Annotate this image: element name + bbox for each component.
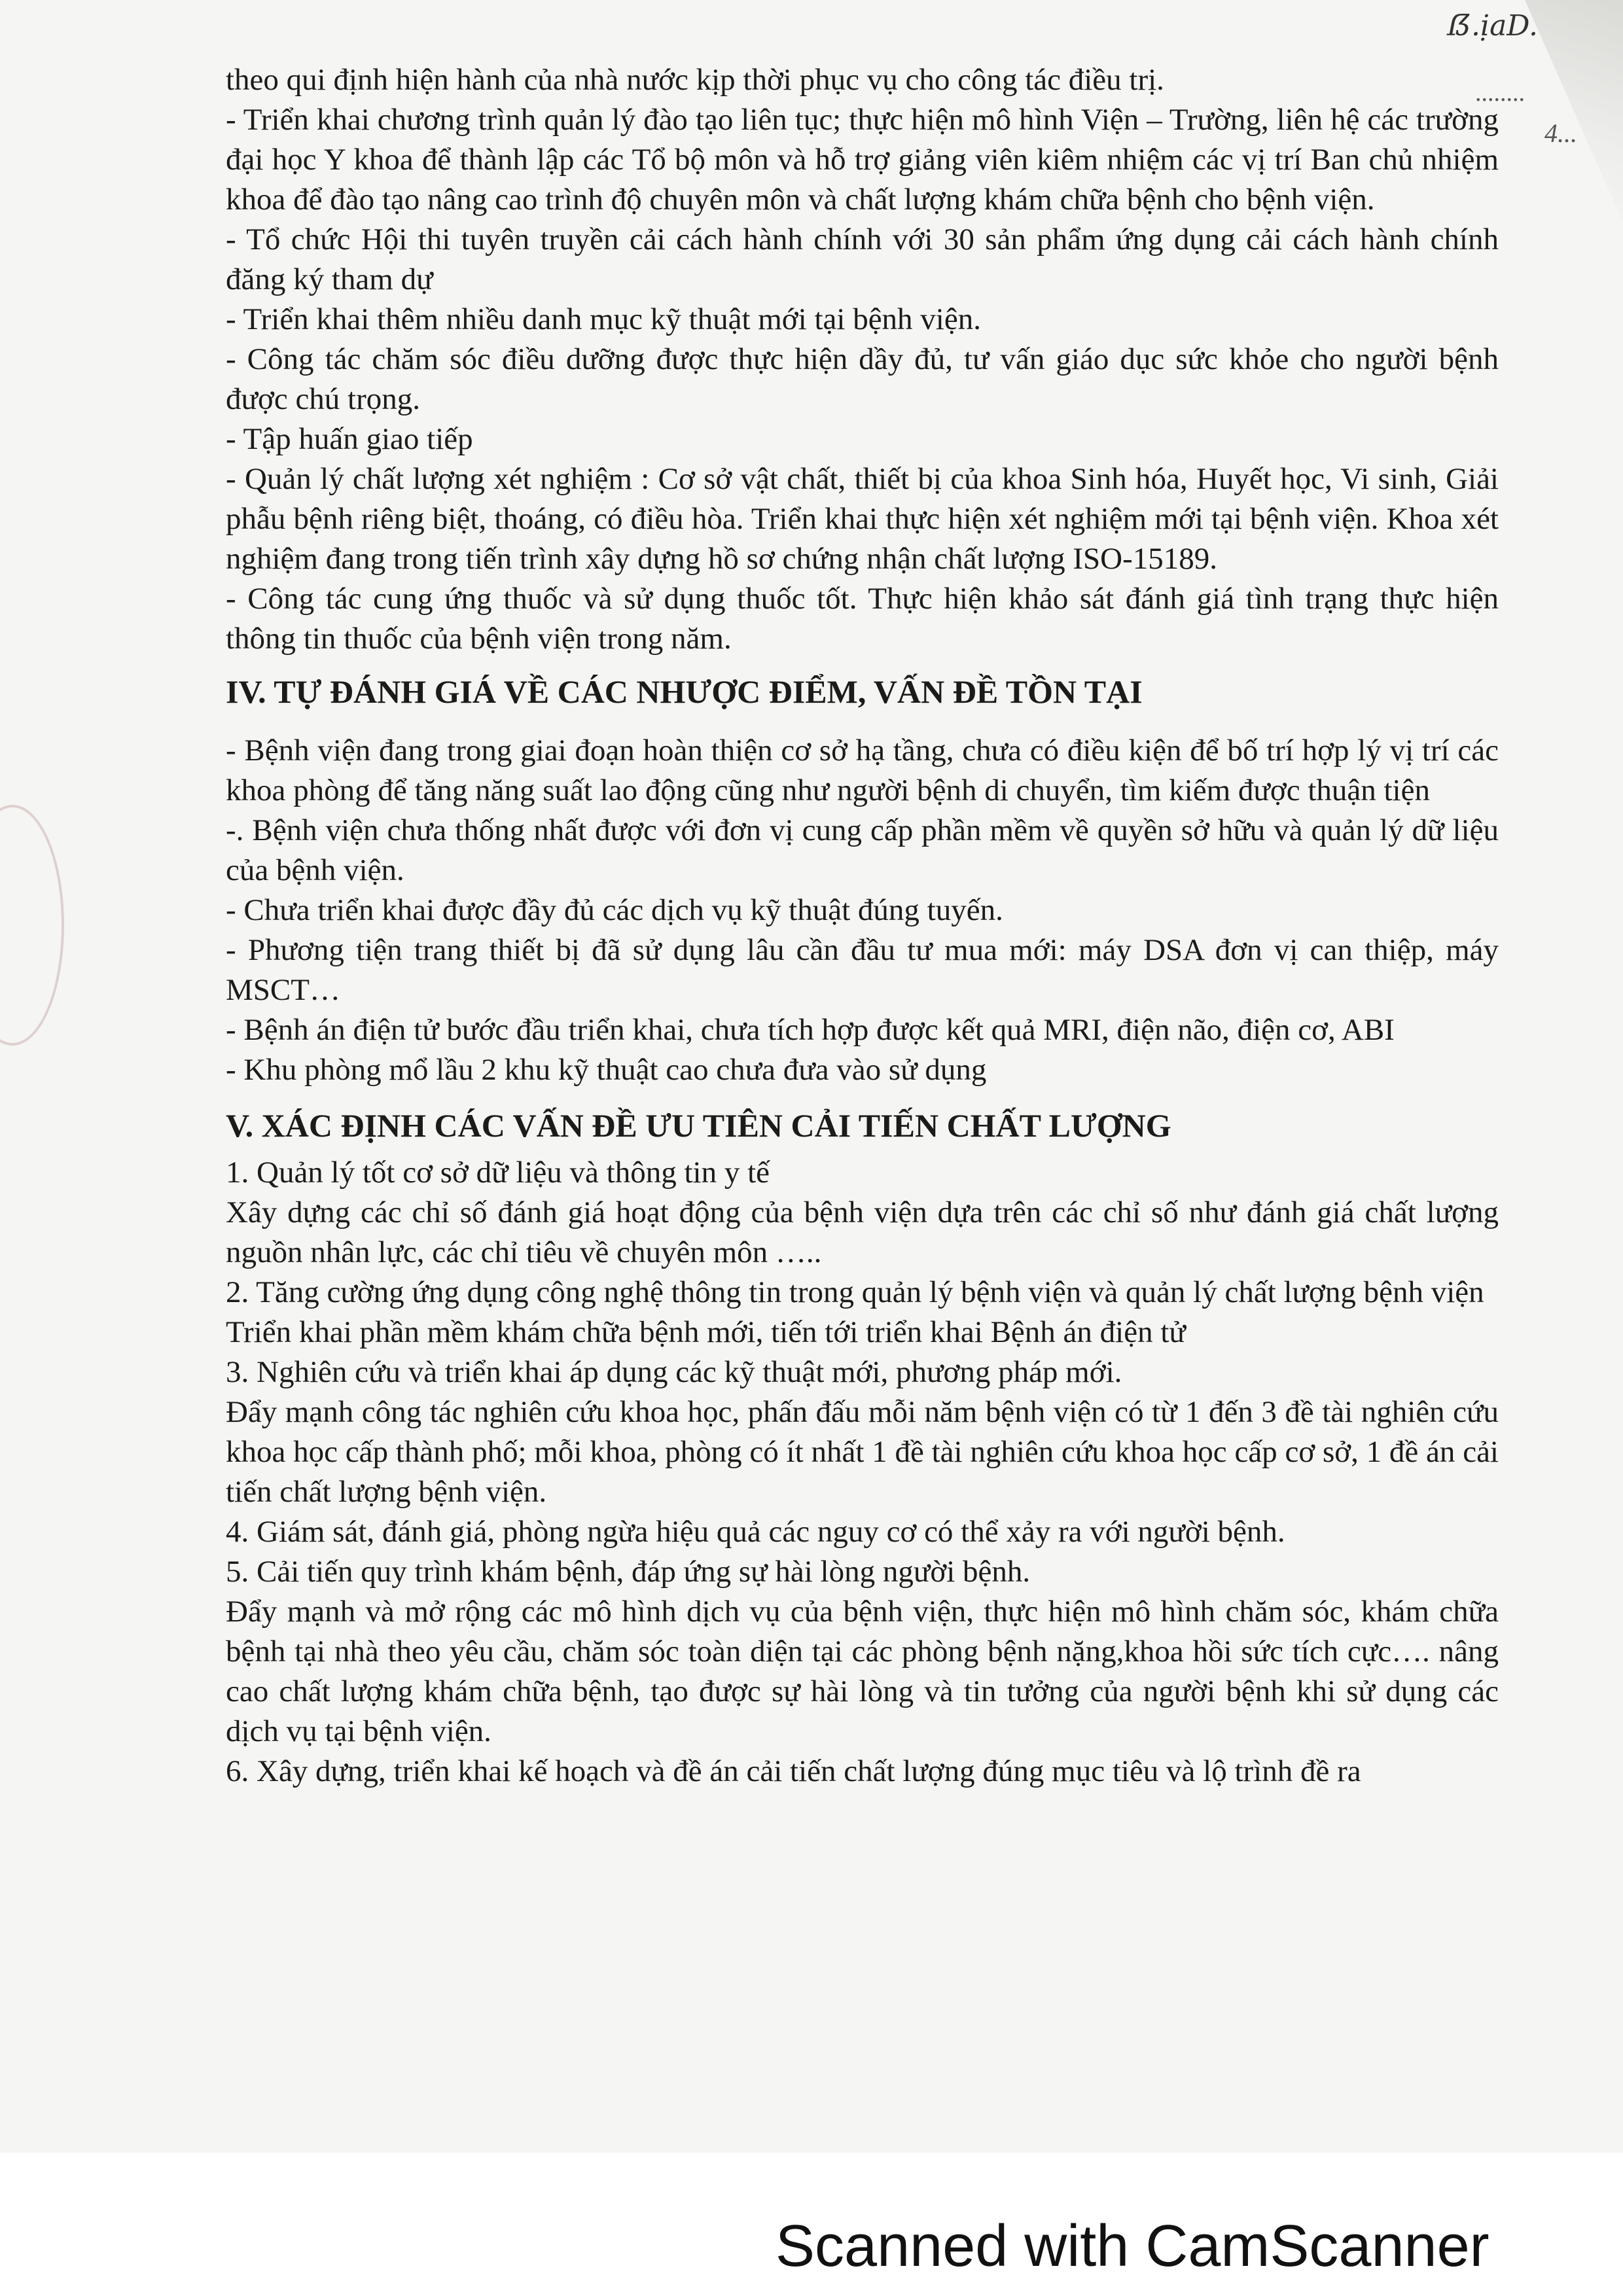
faded-stamp [0, 805, 64, 1046]
paragraph: - Quản lý chất lượng xét nghiệm : Cơ sở vật chất, thiết bị của khoa Sinh hóa, Huyết học, Vi sinh, Giải phẫu bệnh riêng biệt, thoáng, có điều hòa. Triển khai thực hiện xét nghiệm mới tại bệnh viện. Khoa xét nghiệm đang trong tiến trình xây dựng hồ sơ chứng nhận chất lượng ISO-15189. [226, 462, 1499, 576]
paragraph: 5. Cải tiến quy trình khám bệnh, đáp ứng sự hài lòng người bệnh. [226, 1555, 1031, 1589]
camscanner-watermark: Scanned with CamScanner [776, 2214, 1489, 2279]
paragraph: - Tổ chức Hội thi tuyên truyền cải cách hành chính với 30 sản phẩm ứng dụng cải cách hành chính đăng ký tham dự [226, 222, 1499, 296]
paragraph: - Triển khai thêm nhiều danh mục kỹ thuật mới tại bệnh viện. [226, 302, 981, 336]
folded-corner [1525, 0, 1623, 222]
paragraph: - Bệnh viện đang trong giai đoạn hoàn thiện cơ sở hạ tầng, chưa có điều kiện để bố trí hợp lý vị trí các khoa phòng để tăng năng suất lao động cũng như người bệnh di chuyển, tìm kiếm được thuận tiện [226, 733, 1499, 807]
paragraph: - Triển khai chương trình quản lý đào tạo liên tục; thực hiện mô hình Viện – Trường, liên hệ các trường đại học Y khoa để thành lập các Tổ bộ môn và hỗ trợ giảng viên kiêm nhiệm các vị trí Ban chủ nhiệm khoa để đào tạo nâng cao trình độ chuyên môn và chất lượng khám chữa bệnh cho bệnh viện. [226, 103, 1499, 217]
paragraph: 1. Quản lý tốt cơ sở dữ liệu và thông tin y tế [226, 1156, 770, 1190]
section-iv-heading: IV. TỰ ĐÁNH GIÁ VỀ CÁC NHƯỢC ĐIỂM, VẤN ĐỀ TỒN TẠI [226, 673, 1143, 710]
paragraph: Đẩy mạnh công tác nghiên cứu khoa học, phấn đấu mỗi năm bệnh viện có từ 1 đến 3 đề tài nghiên cứu khoa học cấp thành phố; mỗi khoa, phòng có ít nhất 1 đề tài nghiên cứu khoa học cấp cơ sở, 1 đề án cải tiến chất lượng bệnh viện. [226, 1395, 1499, 1509]
intro-block [226, 60, 1499, 659]
paragraph: 2. Tăng cường ứng dụng công nghệ thông tin trong quản lý bệnh viện và quản lý chất lượng bệnh viện [226, 1275, 1484, 1309]
paragraph: - Phương tiện trang thiết bị đã sử dụng lâu cần đầu tư mua mới: máy DSA đơn vị can thiệp, máy MSCT… [226, 933, 1499, 1007]
paragraph: 3. Nghiên cứu và triển khai áp dụng các kỹ thuật mới, phương pháp mới. [226, 1355, 1122, 1389]
paragraph: - Công tác chăm sóc điều dưỡng được thực hiện dầy đủ, tư vấn giáo dục sức khỏe cho người bệnh được chú trọng. [226, 342, 1499, 416]
paragraph: - Tập huấn giao tiếp [226, 422, 473, 456]
section-v-heading: V. XÁC ĐỊNH CÁC VẤN ĐỀ ƯU TIÊN CẢI TIẾN CHẤT LƯỢNG [226, 1107, 1171, 1144]
paragraph: 4. Giám sát, đánh giá, phòng ngừa hiệu quả các nguy cơ có thể xảy ra với người bệnh. [226, 1515, 1285, 1549]
paragraph: - Chưa triển khai được đầy đủ các dịch vụ kỹ thuật đúng tuyến. [226, 893, 1003, 927]
section-v-body [226, 1153, 1499, 1792]
paragraph: - Công tác cung ứng thuốc và sử dụng thuốc tốt. Thực hiện khảo sát đánh giá tình trạng thực hiện thông tin thuốc của bệnh viện trong năm. [226, 582, 1499, 656]
paragraph: - Khu phòng mổ lầu 2 khu kỹ thuật cao chưa đưa vào sử dụng [226, 1053, 987, 1087]
paragraph: -. Bệnh viện chưa thống nhất được với đơn vị cung cấp phần mềm về quyền sở hữu và quản lý dữ liệu của bệnh viện. [226, 813, 1499, 887]
handwritten-dots: ........ [1475, 79, 1525, 107]
handwritten-note: ẞ.ịaD. [1447, 9, 1538, 43]
document-body [226, 60, 1499, 1792]
paragraph: theo qui định hiện hành của nhà nước kịp thời phục vụ cho công tác điều trị. [226, 63, 1164, 97]
paragraph: Xây dựng các chỉ số đánh giá hoạt động của bệnh viện dựa trên các chỉ số như đánh giá chất lượng nguồn nhân lực, các chỉ tiêu về chuyên môn ….. [226, 1195, 1499, 1269]
paragraph: 6. Xây dựng, triển khai kế hoạch và đề án cải tiến chất lượng đúng mục tiêu và lộ trình đề ra [226, 1754, 1361, 1788]
paragraph: Đẩy mạnh và mở rộng các mô hình dịch vụ của bệnh viện, thực hiện mô hình chăm sóc, khám chữa bệnh tại nhà theo yêu cầu, chăm sóc toàn diện tại các phòng bệnh nặng,khoa hồi sức tích cực…. nâng cao chất lượng khám chữa bệnh, tạo được sự hài lòng và tin tưởng của người bệnh khi sử dụng các dịch vụ tại bệnh viện. [226, 1595, 1499, 1748]
paragraph: - Bệnh án điện tử bước đầu triển khai, chưa tích hợp được kết quả MRI, điện não, điện cơ, ABI [226, 1013, 1395, 1047]
section-iv-body [226, 731, 1499, 1090]
handwritten-number: 4... [1544, 118, 1577, 148]
paragraph: Triển khai phần mềm khám chữa bệnh mới, tiến tới triển khai Bệnh án điện tử [226, 1315, 1186, 1349]
